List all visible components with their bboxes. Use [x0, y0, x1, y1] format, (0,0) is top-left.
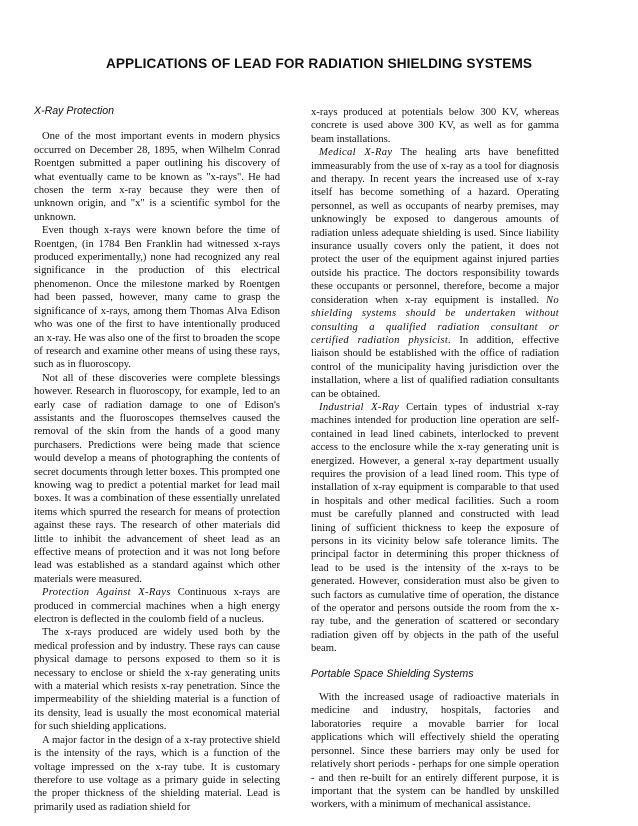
- paragraph-text: In addition, effective liaison should be established with the office of radiation control of the municipality having jurisdiction over the installation, where a list of qualified radiation consultants can be obtained.: [311, 334, 559, 400]
- section-heading-portable-shielding: Portable Space Shielding Systems: [311, 667, 474, 680]
- paragraph: x-rays produced at potentials below 300 KV, whereas concrete is used above 300 KV, as well as for gamma beam installations.: [311, 107, 559, 145]
- paragraph: A major factor in the design of a x-ray protective shield is the intensity of the rays, which is a function of the voltage impressed on the x-ray tube. It is customary therefore to use voltage as a primary guide in selecting the proper thickness of the shielding material. Lead is primarily used as radiation shield for: [34, 734, 280, 813]
- paragraph: The x-rays produced are widely used both by the medical profession and by industry. These rays can cause physical damage to persons exposed to them so it is necessary to enclose or shield the x-ray generating units with a material which resists x-ray penetration. Since the impermeability of the shielding material is a function of its density, lead is usually the most economical material for such shielding applications.: [34, 627, 280, 733]
- paragraph: [311, 146, 559, 401]
- page-title: APPLICATIONS OF LEAD FOR RADIATION SHIELDING SYSTEMS: [105, 56, 533, 71]
- paragraph-text: Continuous x-rays are produced in commercial machines when a high energy electron is deflected in the coulomb field of a nucleus.: [34, 587, 280, 626]
- paragraph: With the increased usage of radioactive materials in medicine and industry, hospitals, factories and laboratories require a movable barrier for local applications which will effectively shield the operating personnel. Since these barriers may only be used for relatively short periods - perhaps for one simple operation - and then re-built for an entirely different purpose, it is important that the system can be handled by unskilled workers, with a minimum of mechanical assistance.: [311, 692, 559, 811]
- runin-heading: Industrial X-Ray: [319, 401, 400, 413]
- paragraph-text: Certain types of industrial x-ray machines intended for production line operation are self-contained in lead lined cabinets, interlocked to prevent access to the enclosure while the x-ray generating unit is energized. However, a general x-ray department usually requires the provision of a lead lined room. This type of installation of x-ray equipment is comparable to that used in hospitals and other medical facilities. Such a room must be carefully planned and constructed with lead lining of sufficient thickness to keep the exposure of persons in its vicinity below safe tolerance limits. The principal factor in determining this proper thickness of lead to be used is the intensity of the x-rays to be generated. However, consideration must also be given to such factors as cumulative time of operation, the distance of the operator and persons outside the room from the x-ray tube, and the generation of scattered or secondary radiation given off by objects in the path of the useful beam.: [311, 401, 559, 655]
- runin-heading: Protection Against X-Rays: [42, 587, 171, 599]
- right-column: [311, 106, 559, 812]
- paragraph: Not all of these discoveries were complete blessings however. Research in fluoroscopy, for example, led to an early case of radiation damage to one of Edison's assistants and the fluoroscopes themselves caused the removal of the skin from the hands of a good many purchasers. Predictions were being made that science would develop a means of photographing the contents of secret documents through letter boxes. This prompted one knowing wag to predict a potential market for lead mail boxes. It was a combination of these essentially unrelated items which spurred the research for means of protection against these rays. The research of other materials did little to inhibit the advancement of sheet lead as an effective means of protection and it was not long before lead was established as a standard against which other materials were measured.: [34, 372, 280, 585]
- paragraph: One of the most important events in modern physics occurred on December 28, 1895, when Wilhelm Conrad Roentgen submitted a paper outlining his discovery of what eventually came to be known as "x-rays". He had chosen the term x-ray because they were then of unknown origin, and "x" is a scientific symbol for the unknown.: [34, 131, 280, 223]
- paragraph-text: The healing arts have benefitted immeasurably from the use of x-ray as a tool for diagnosis and therapy. In recent years the increased use of x-ray itself has become something of a hazard. Operating personnel, as well as occupants of nearby premises, may unknowingly be exposed to dangerous amounts of radiation unless adequate shielding is used. Since liability insurance usually covers only the patient, it does not protect the user of the equipment against injured parties outside his practice. The doctors responsibility towards these occupants or personnel, therefore, become a major consideration when x-ray equipment is installed.: [311, 147, 559, 306]
- section-heading-xray-protection: X-Ray Protection: [34, 105, 115, 117]
- italic-note: No shielding systems should be undertaken without consulting a qualified radiation consultant or certified radiation physicist.: [311, 294, 559, 346]
- paragraph: [311, 401, 559, 656]
- runin-heading: Medical X-Ray: [319, 147, 393, 159]
- paragraph: [34, 586, 280, 626]
- left-column: [34, 105, 280, 814]
- paragraph: Even though x-rays were known before the time of Roentgen, (in 1784 Ben Franklin had witnessed x-rays produced experimentally,) none had recognized any real significance in the production of this electrical phenomenon. Once the milestone marked by Roentgen had been passed, however, many came to grasp the significance of x-rays, among them Thomas Alva Edison who was one of the first to have intentionally produced an x-ray. He was also one of the first to broaden the scope of research and examine other means of using these rays, such as in fluoroscopy.: [34, 225, 280, 371]
